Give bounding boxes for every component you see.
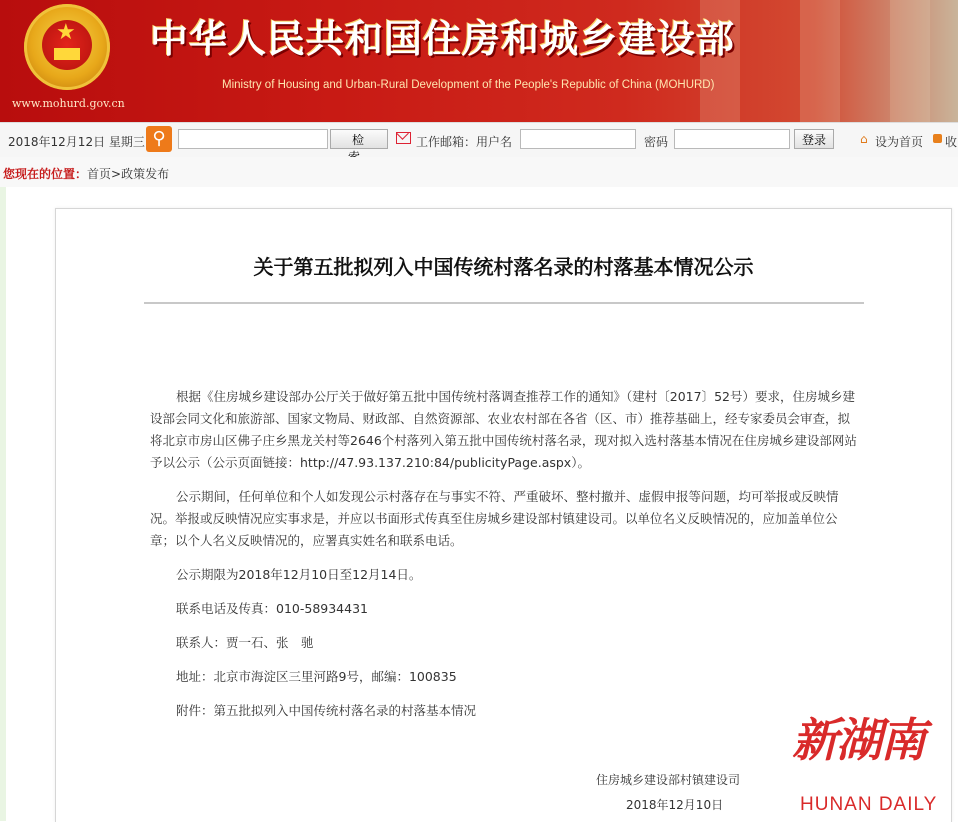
breadcrumb-label: 您现在的位置： [3, 167, 88, 181]
top-toolbar [0, 122, 958, 158]
contact-person-line: 联系人：贾一石、张 驰 [176, 635, 314, 650]
national-emblem-icon: ★ [24, 4, 110, 90]
site-header [0, 0, 958, 122]
attachment-line[interactable]: 附件：第五批拟列入中国传统村落名录的村落基本情况 [176, 703, 477, 718]
watermark-brand-cn: 新湖南 [792, 713, 924, 767]
site-url: www.mohurd.gov.cn [12, 97, 125, 110]
favorite-icon [933, 134, 942, 143]
breadcrumb-path[interactable]: 首页>政策发布 [87, 167, 170, 181]
header-building-decoration [890, 0, 930, 122]
article-body [150, 386, 858, 734]
article-paragraph: 公示期间，任何单位和个人如发现公示村落存在与事实不符、严重破坏、整村撤并、虚假申报等问题，均可举报或反映情况。举报或反映情况应实事求是，并应以书面形式传真至住房城乡建设部村镇建设司。以单位名义反映情况的，应加盖单位公章；以个人名义反映情况的，应署真实姓名和联系电话。 [150, 489, 839, 548]
signature: 住房城乡建设部村镇建设司 [596, 773, 741, 787]
article-title: 关于第五批拟列入中国传统村落名录的村落基本情况公示 [253, 255, 754, 279]
notice-period-line: 公示期限为2018年12月10日至12月14日。 [176, 567, 422, 582]
set-homepage-link[interactable]: 设为首页 [875, 135, 924, 149]
article-paragraph: 根据《住房城乡建设部办公厅关于做好第五批中国传统村落调查推荐工作的通知》（建村〔2017〕52号）要求，住房城乡建设部会同文化和旅游部、国家文物局、财政部、自然资源部、农业农村部在各省（区、市）推荐基础上，经专家委员会审查，拟将北京市房山区佛子庄乡黑龙关村等2646个村落列入第五批中国传统村落名录，现对拟入选村落基本情况在住房城乡建设部网站予以公示（公示页面链接：http://47.93.137.210:84/publicityPage.aspx）。 [150, 389, 857, 470]
left-edge-strip [0, 187, 6, 821]
search-button[interactable]: 检 [330, 129, 388, 149]
home-icon: ⌂ [860, 132, 868, 146]
current-date: 2018年12月12日 星期三 [8, 135, 145, 149]
search-input[interactable] [178, 129, 328, 149]
mail-username-label: 工作邮箱：用户名 [416, 135, 513, 149]
hunan-daily-watermark [770, 710, 955, 821]
mail-icon [396, 132, 411, 144]
password-label: 密码 [644, 135, 669, 149]
username-input[interactable] [520, 129, 636, 149]
watermark-brand-en: HUNAN DAILY [800, 794, 938, 815]
password-input[interactable] [674, 129, 790, 149]
add-favorite-link[interactable]: 收 [945, 135, 958, 149]
title-divider [144, 302, 864, 304]
header-building-decoration [800, 0, 840, 122]
address-line: 地址：北京市海淀区三里河路9号，邮编：100835 [176, 669, 457, 684]
search-icon[interactable]: ⚲ [146, 126, 172, 152]
site-subtitle: Ministry of Housing and Urban-Rural Development of the People's Republic of China (MOHURD) [222, 79, 715, 91]
signature-date: 2018年12月10日 [626, 798, 724, 812]
contact-phone-line: 联系电话及传真：010-58934431 [176, 601, 368, 616]
breadcrumb [0, 157, 958, 187]
site-title: 中华人民共和国住房和城乡建设部 [150, 16, 736, 61]
login-button[interactable]: 登录 [794, 129, 834, 149]
